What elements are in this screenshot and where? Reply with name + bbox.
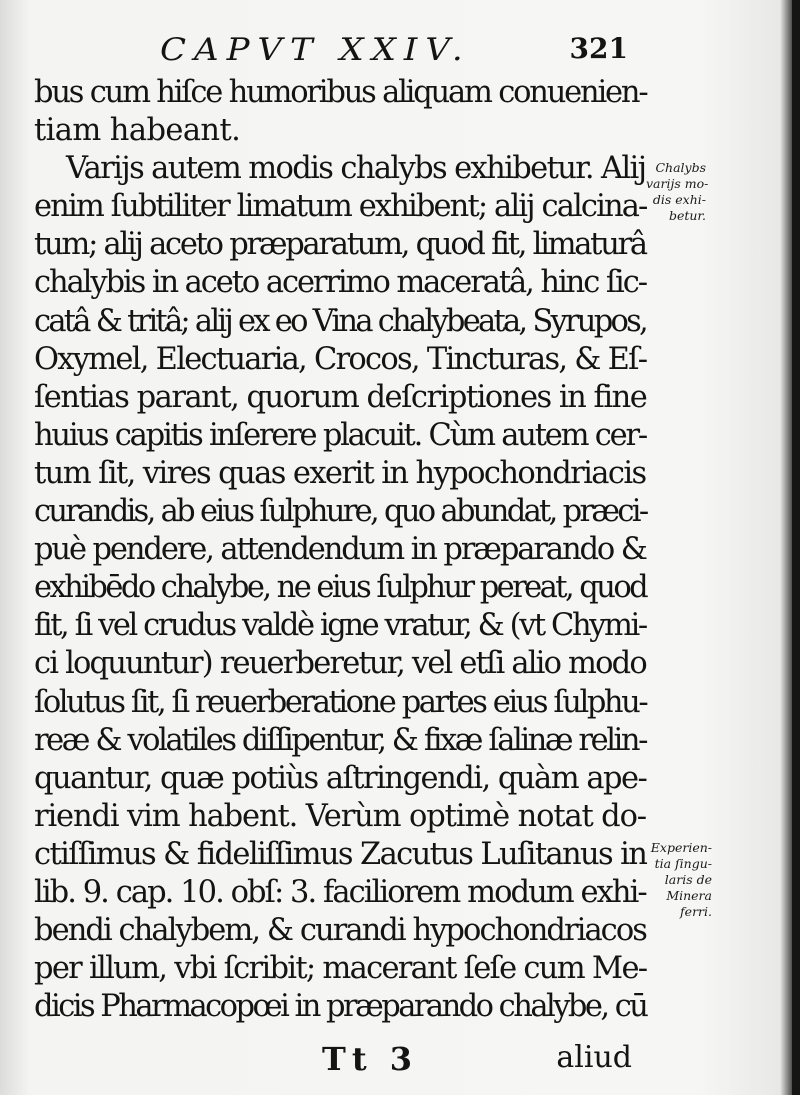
marginal-note xyxy=(646,160,709,224)
text-line: exhibēdo chalybe, ne eius ſulphur pereat, quod xyxy=(34,570,647,606)
marginal-note xyxy=(648,840,712,920)
body-text xyxy=(34,74,646,1026)
marginal-note-line: Chalybs xyxy=(655,160,706,175)
text-line: tiam habeant. xyxy=(34,113,241,149)
marginal-note-line: betur. xyxy=(668,208,706,223)
text-line: quantur, quæ potiùs aſtringendi, quàm ape- xyxy=(34,760,647,796)
text-line: riendi vim habent. Verùm optimè notat do- xyxy=(34,798,646,834)
text-line: ctiſſimus & fideliſſimus Zacutus Luſitanus in xyxy=(34,836,647,872)
text-line: Oxymel, Electuaria, Crocos, Tincturas, & Eſ- xyxy=(34,341,647,377)
text-line: ſolutus ſit, ſi reuerberatione partes eius ſulphu- xyxy=(34,684,647,720)
page-header xyxy=(160,30,640,70)
text-line: chalybis in aceto acerrimo maceratâ, hinc ſic- xyxy=(34,265,646,301)
page-footer xyxy=(322,1040,652,1080)
marginal-note-line: dis exhi- xyxy=(652,192,706,207)
catchword: aliud xyxy=(556,1040,632,1075)
text-line: dicis Pharmacopœi in præparando chalybe, cū xyxy=(34,989,647,1025)
signature-mark: Tt 3 xyxy=(322,1040,418,1078)
text-line: catâ & tritâ; alij ex eo Vina chalybeata, Syrupos, xyxy=(34,303,646,339)
text-line: tum ſit, vires quas exerit in hypochondriacis xyxy=(34,455,646,491)
text-line: ſentias parant, quorum deſcriptiones in fine xyxy=(34,379,647,415)
marginal-note-line: ferri. xyxy=(680,904,712,919)
text-line: bus cum hiſce humoribus aliquam conuenien- xyxy=(34,75,647,110)
text-line: bendi chalybem, & curandi hypochondriacos xyxy=(34,913,646,949)
marginal-note-line: tia ſingu- xyxy=(654,856,712,871)
text-line: enim ſubtiliter limatum exhibent; alij calcina- xyxy=(34,189,647,225)
text-line: tum; alij aceto præparatum, quod fit, limaturâ xyxy=(34,227,646,263)
text-line: puè pendere, attendendum in præparando & xyxy=(34,532,646,568)
text-line: lib. 9. cap. 10. obſ: 3. faciliorem modum exhi- xyxy=(34,874,646,910)
text-line: ci loquuntur) reuerberetur, vel etſi alio modo xyxy=(34,646,646,682)
text-line: fit, ſi vel crudus valdè igne vratur, & (vt Chymi- xyxy=(34,608,646,644)
running-head: CAPVT XXIV. xyxy=(160,31,471,69)
text-line: huius capitis inſerere placuit. Cùm autem cer- xyxy=(34,417,646,453)
marginal-note-line: varijs mo- xyxy=(646,176,709,191)
text-line: reæ & volatiles diſſipentur, & fixæ ſalinæ relin- xyxy=(34,722,647,758)
marginal-note-line: Experien- xyxy=(650,840,712,855)
marginal-note-line: Minera xyxy=(666,888,712,903)
page-number: 321 xyxy=(569,32,628,65)
text-line: Varijs autem modis chalybs exhibetur. Alij xyxy=(66,151,646,187)
text-line: curandis, ab eius ſulphure, quo abundat, præci- xyxy=(34,494,647,530)
marginal-note-line: laris de xyxy=(664,872,712,887)
text-line: per illum, vbi ſcribit; macerant ſeſe cum Me- xyxy=(34,951,647,987)
binding-edge xyxy=(792,0,800,1095)
